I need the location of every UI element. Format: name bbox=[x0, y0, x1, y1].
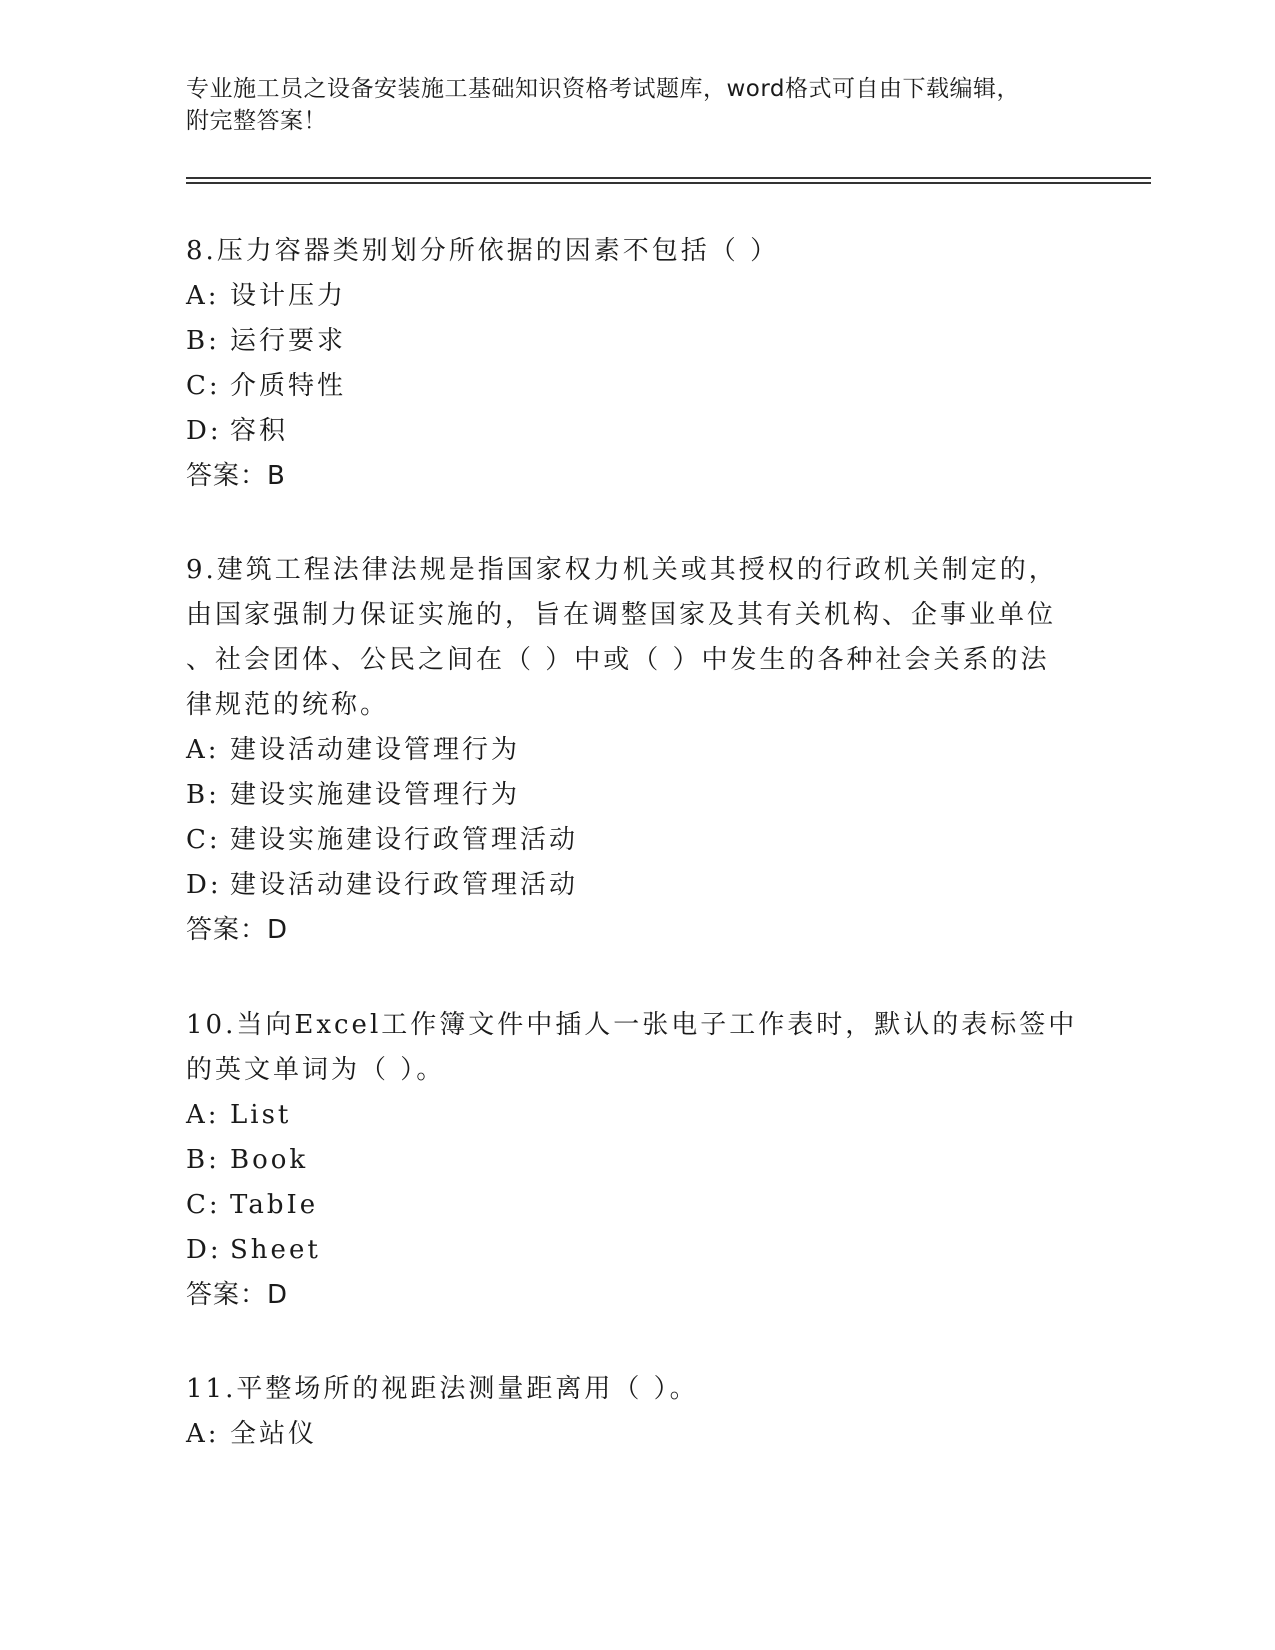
option-letter: B: bbox=[186, 780, 220, 810]
option-d bbox=[186, 863, 1086, 908]
option-text: List bbox=[230, 1100, 292, 1130]
option-letter: A: bbox=[186, 735, 220, 765]
option-text: 建设实施建设行政管理活动 bbox=[230, 825, 579, 855]
option-c bbox=[186, 1183, 1086, 1228]
option-c bbox=[186, 364, 1086, 409]
option-text: 运行要求 bbox=[230, 326, 347, 356]
question-text-line-2: 的英文单词为（ ）。 bbox=[186, 1055, 446, 1085]
question-text-line-1: 10.当向Excel工作簿文件中插人一张电子工作表时，默认的表标签中 bbox=[186, 1010, 1078, 1040]
option-text: Sheet bbox=[230, 1235, 321, 1265]
option-letter: C: bbox=[186, 371, 221, 401]
option-letter: C: bbox=[186, 1190, 221, 1220]
option-a bbox=[186, 1093, 1086, 1138]
question-text-line-2: 由国家强制力保证实施的，旨在调整国家及其有关机构、企事业单位 bbox=[186, 600, 1057, 630]
question-9 bbox=[186, 548, 1086, 953]
answer-line: 答案：B bbox=[186, 461, 286, 491]
option-letter: A: bbox=[186, 281, 220, 311]
document-header bbox=[186, 73, 1086, 137]
option-text: 容积 bbox=[230, 416, 289, 446]
option-letter: B: bbox=[186, 1145, 220, 1175]
question-8 bbox=[186, 229, 1086, 499]
question-text-line-1: 9.建筑工程法律法规是指国家权力机关或其授权的行政机关制定的， bbox=[186, 555, 1058, 585]
option-text: Book bbox=[230, 1145, 309, 1175]
option-text: TabIe bbox=[230, 1190, 319, 1220]
option-text: 建设活动建设行政管理活动 bbox=[230, 870, 579, 900]
option-text: 全站仪 bbox=[230, 1419, 318, 1449]
option-letter: C: bbox=[186, 825, 221, 855]
answer-line: 答案：D bbox=[186, 1280, 289, 1310]
option-text: 设计压力 bbox=[230, 281, 347, 311]
header-divider-bottom bbox=[186, 182, 1151, 184]
option-letter: B: bbox=[186, 326, 220, 356]
option-d bbox=[186, 1228, 1086, 1273]
option-text: 介质特性 bbox=[230, 371, 347, 401]
option-letter: A: bbox=[186, 1100, 220, 1130]
option-a bbox=[186, 274, 1086, 319]
option-letter: D: bbox=[186, 1235, 222, 1265]
option-letter: A: bbox=[186, 1419, 220, 1449]
question-text-line-3: 、社会团体、公民之间在（ ）中或（ ）中发生的各种社会关系的法 bbox=[186, 645, 1050, 675]
option-a bbox=[186, 728, 1086, 773]
option-b bbox=[186, 319, 1086, 364]
option-c bbox=[186, 818, 1086, 863]
question-text-line-4: 律规范的统称。 bbox=[186, 690, 390, 720]
option-letter: D: bbox=[186, 416, 222, 446]
header-divider-top bbox=[186, 177, 1151, 179]
option-letter: D: bbox=[186, 870, 222, 900]
option-b bbox=[186, 773, 1086, 818]
option-b bbox=[186, 1138, 1086, 1183]
header-title-line-1: 专业施工员之设备安装施工基础知识资格考试题库，word格式可自由下载编辑， bbox=[186, 76, 1021, 102]
option-a bbox=[186, 1412, 1086, 1457]
question-11 bbox=[186, 1367, 1086, 1457]
question-text: 8.压力容器类别划分所依据的因素不包括（ ） bbox=[186, 236, 780, 266]
option-text: 建设实施建设管理行为 bbox=[230, 780, 521, 810]
header-title-line-2: 附完整答案！ bbox=[186, 108, 327, 134]
option-d bbox=[186, 409, 1086, 454]
question-10 bbox=[186, 1003, 1086, 1318]
option-text: 建设活动建设管理行为 bbox=[230, 735, 521, 765]
question-text: 11.平整场所的视距法测量距离用（ ）。 bbox=[186, 1374, 699, 1404]
answer-line: 答案：D bbox=[186, 915, 289, 945]
